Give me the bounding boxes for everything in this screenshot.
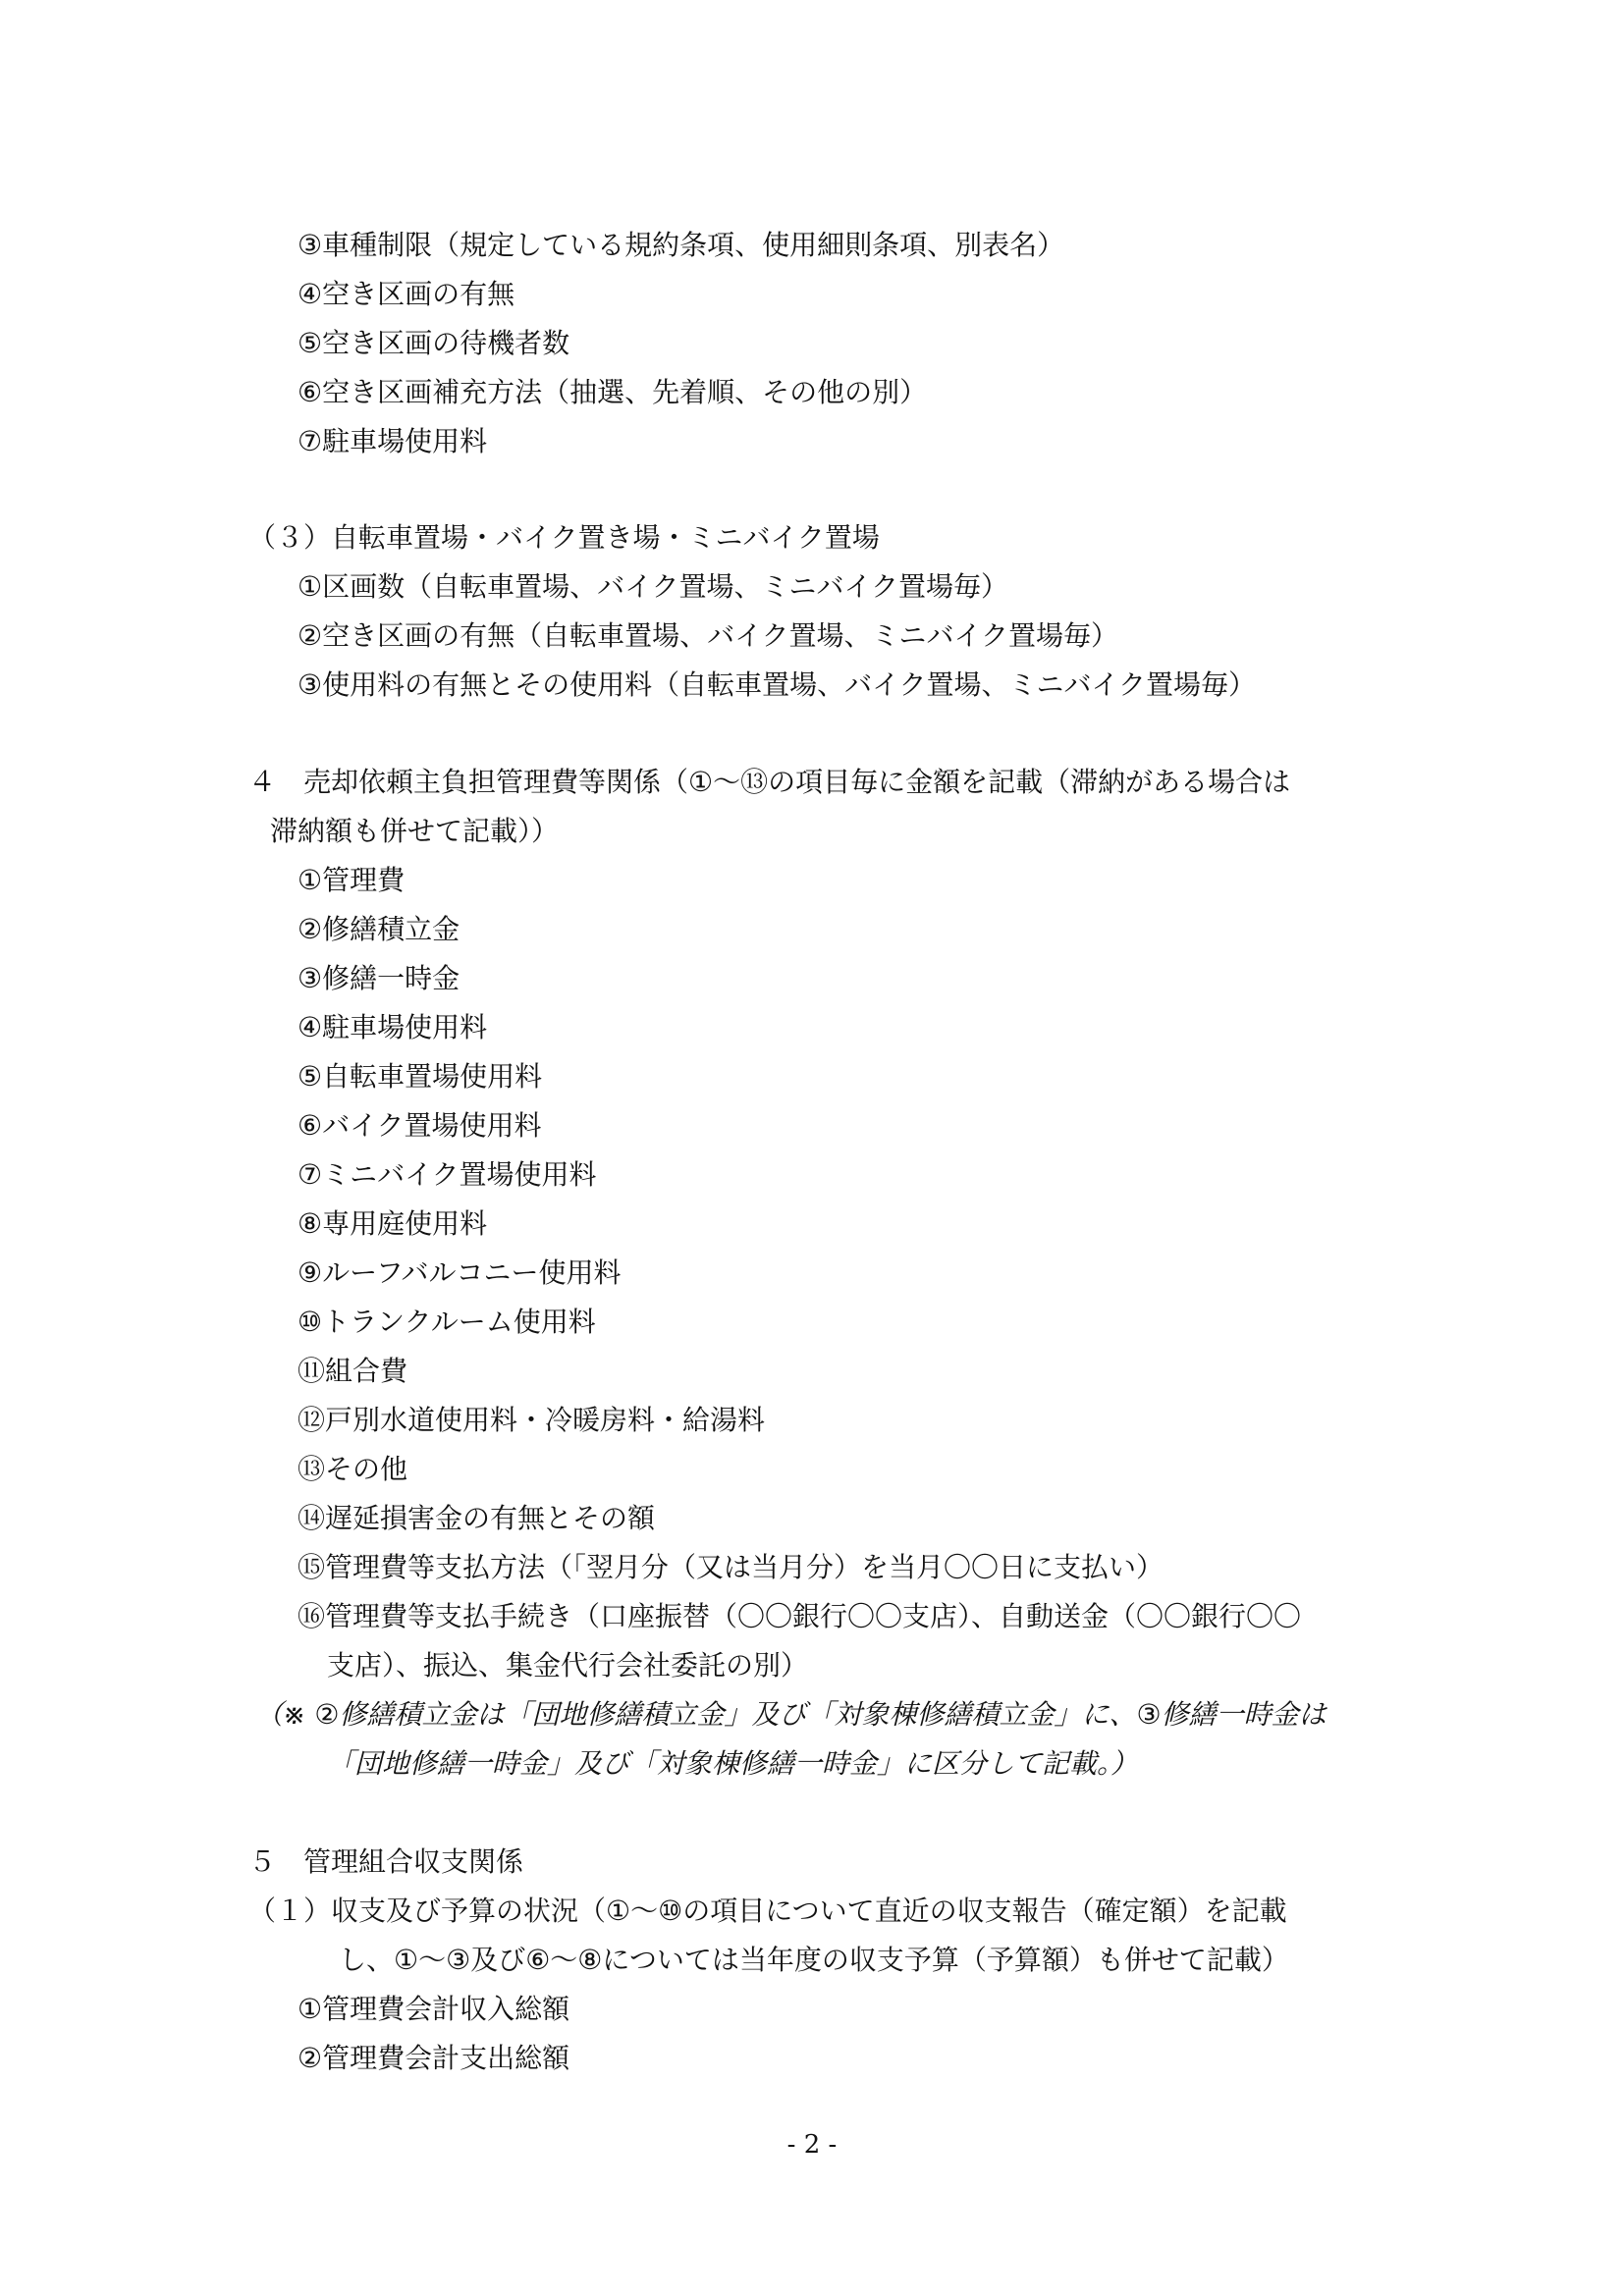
section4-item: ⑧専用庭使用料 [298, 1207, 488, 1240]
section4-item: ⑫戸別水道使用料・冷暖房料・給湯料 [298, 1404, 766, 1436]
section4-note-cont: 「団地修繕一時金」及び「対象棟修繕一時金」に区分して記載。） [327, 1747, 1139, 1780]
section5-heading: ５ 管理組合収支関係 [248, 1845, 524, 1878]
section4-item: ①管理費 [298, 864, 406, 896]
parking-item-fee: ⑦駐車場使用料 [298, 425, 488, 457]
parking-item-waiting-count: ⑤空き区画の待機者数 [298, 327, 570, 359]
section4-item: ③修繕一時金 [298, 962, 460, 994]
section4-item: ⑭遅延損害金の有無とその額 [298, 1502, 656, 1534]
section4-item: ⑨ルーフバルコニー使用料 [298, 1256, 622, 1289]
section4-heading: ４ 売却依頼主負担管理費等関係（①～⑬の項目毎に金額を記載（滞納がある場合は [248, 766, 1291, 798]
parking-item-vacancy: ④空き区画の有無 [298, 278, 515, 310]
section4-note: （※ ②修繕積立金は「団地修繕積立金」及び「対象棟修繕積立金」に、③修繕一時金は [255, 1698, 1326, 1731]
section3-item: ①区画数（自転車置場、バイク置場、ミニバイク置場毎） [298, 570, 1008, 603]
section4-heading-cont: 滞納額も併せて記載）） [270, 815, 560, 847]
section4-item: ⑤自転車置場使用料 [298, 1060, 543, 1093]
section4-item: ⑦ミニバイク置場使用料 [298, 1158, 597, 1191]
parking-item-replenish-method: ⑥空き区画補充方法（抽選、先着順、その他の別） [298, 376, 928, 408]
section4-item: ⑪組合費 [298, 1355, 408, 1387]
parking-item-vehicle-restriction: ③車種制限（規定している規約条項、使用細則条項、別表名） [298, 229, 1065, 261]
page-number: - 2 - [786, 2130, 838, 2160]
section4-item: ⑩トランクルーム使用料 [298, 1306, 596, 1338]
section4-item: ⑯管理費等支払手続き（口座振替（〇〇銀行〇〇支店）、自動送金（〇〇銀行〇〇 [298, 1600, 1302, 1632]
section3-item: ③使用料の有無とその使用料（自転車置場、バイク置場、ミニバイク置場毎） [298, 668, 1256, 701]
section5-item: ①管理費会計収入総額 [298, 1993, 570, 2025]
section5-item: ②管理費会計支出総額 [298, 2042, 570, 2074]
section4-item: ②修繕積立金 [298, 913, 460, 945]
section4-item: ⑬その他 [298, 1453, 408, 1485]
section4-item: ⑥バイク置場使用料 [298, 1109, 542, 1142]
section3-item: ②空き区画の有無（自転車置場、バイク置場、ミニバイク置場毎） [298, 619, 1118, 652]
section4-item: ⑮管理費等支払方法（「翌月分（又は当月分）を当月〇〇日に支払い） [298, 1551, 1164, 1583]
section4-item: ④駐車場使用料 [298, 1011, 488, 1043]
section5-subheading: （１）収支及び予算の状況（①～⑩の項目について直近の収支報告（確定額）を記載 [248, 1895, 1287, 1927]
section4-item-cont: 支店）、振込、集金代行会社委託の別） [327, 1649, 809, 1682]
section3-heading: （３）自転車置場・バイク置き場・ミニバイク置場 [248, 521, 880, 554]
section5-subheading-cont: し、①～③及び⑥～⑧については当年度の収支予算（予算額）も併せて記載） [339, 1944, 1289, 1976]
